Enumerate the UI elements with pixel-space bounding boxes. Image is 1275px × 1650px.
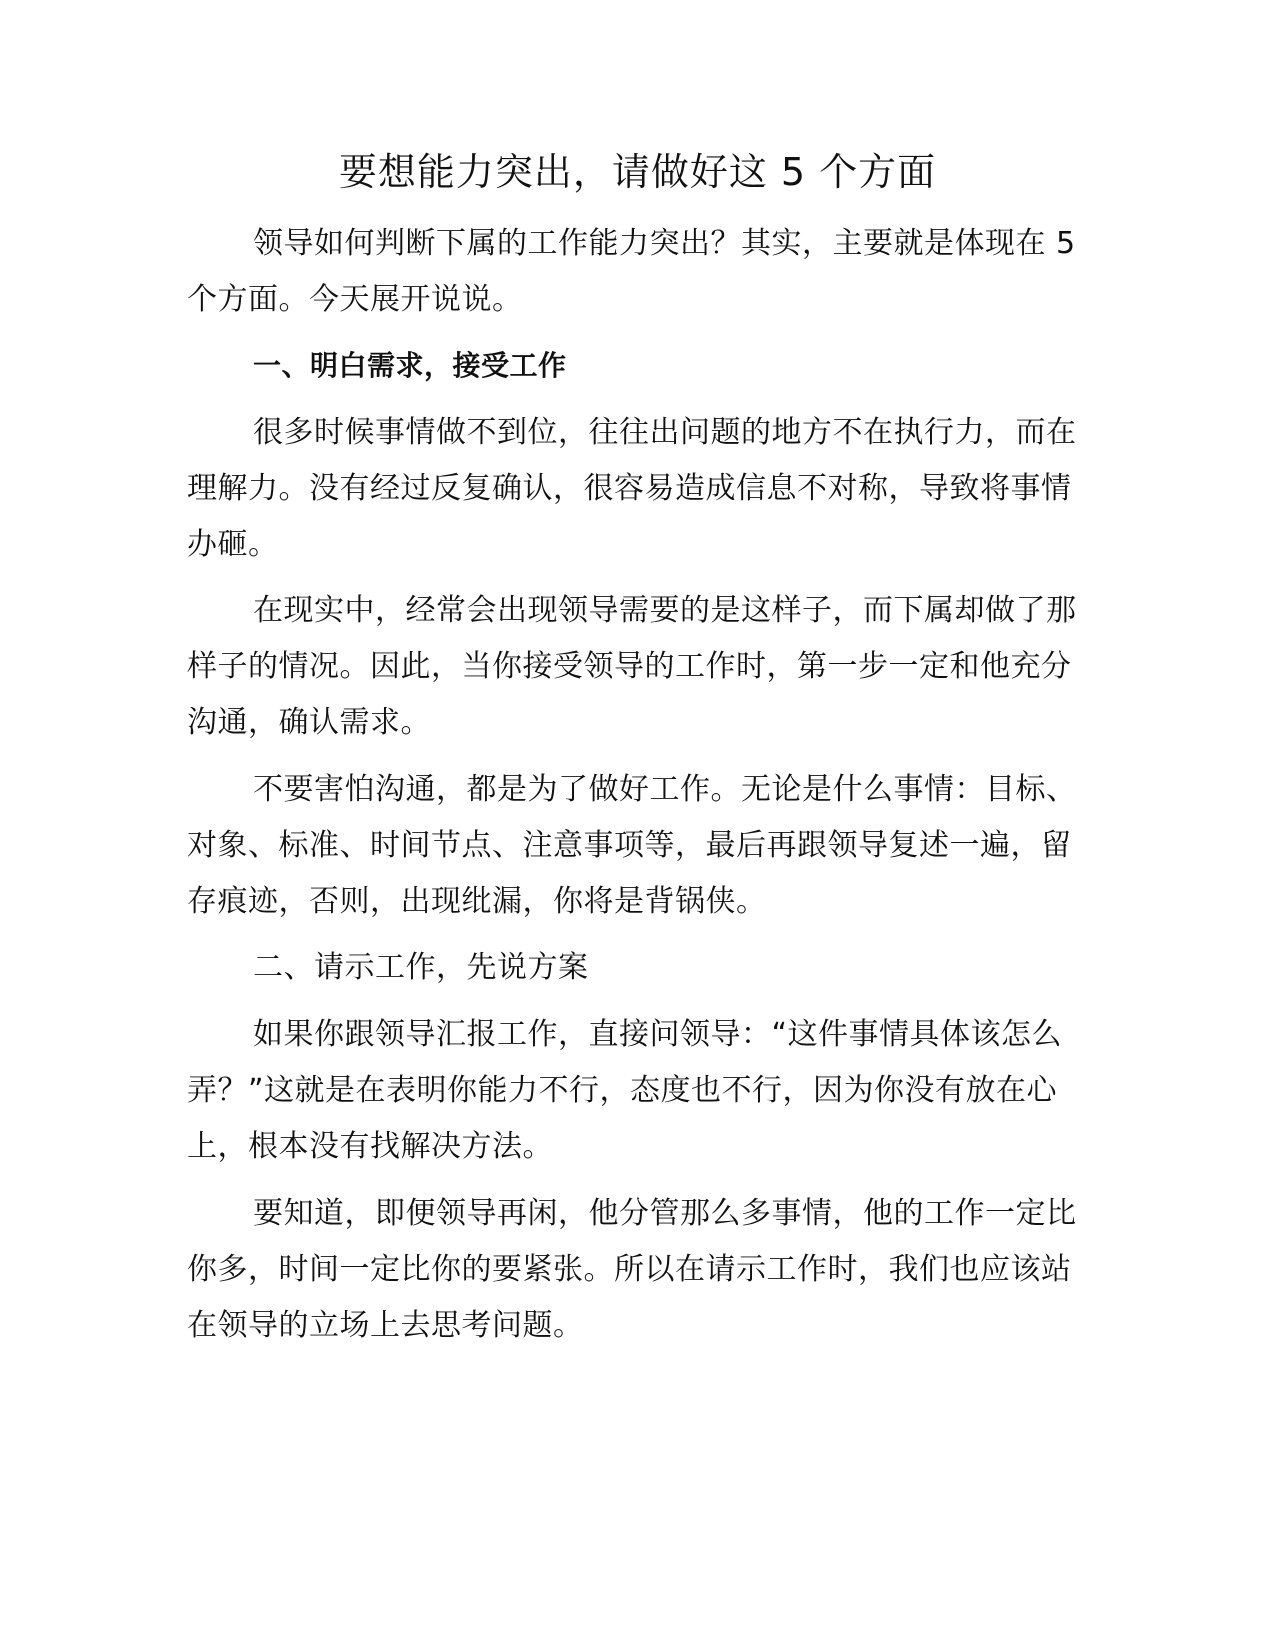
paragraph-3: 不要害怕沟通，都是为了做好工作。无论是什么事情：目标、对象、标准、时间节点、注意事项等，最后再跟领导复述一遍，留存痕迹，否则，出现纰漏，你将是背锅侠。 — [187, 772, 1077, 919]
paragraph-5: 要知道，即便领导再闲，他分管那么多事情，他的工作一定比你多，时间一定比你的要紧张。所以在请示工作时，我们也应该站在领导的立场上去思考问题。 — [187, 1196, 1077, 1343]
paragraph-4: 如果你跟领导汇报工作，直接问领导：“这件事情具体该怎么弄？”这就是在表明你能力不行，态度也不行，因为你没有放在心上，根本没有找解决方法。 — [187, 1017, 1063, 1164]
paragraph-intro: 领导如何判断下属的工作能力突出？其实，主要就是体现在 5 个方面。今天展开说说。 — [187, 226, 1076, 317]
paragraph-2: 在现实中，经常会出现领导需要的是这样子，而下属却做了那样子的情况。因此，当你接受领导的工作时，第一步一定和他充分沟通，确认需求。 — [187, 593, 1077, 740]
section-heading-1: 一、明白需求，接受工作 — [253, 349, 567, 382]
paragraph-1: 很多时候事情做不到位，往往出问题的地方不在执行力，而在理解力。没有经过反复确认，很容易造成信息不对称，导致将事情办砸。 — [187, 415, 1077, 562]
section-heading-2: 二、请示工作，先说方案 — [253, 950, 589, 985]
document-title: 要想能力突出，请做好这 5 个方面 — [338, 150, 937, 194]
